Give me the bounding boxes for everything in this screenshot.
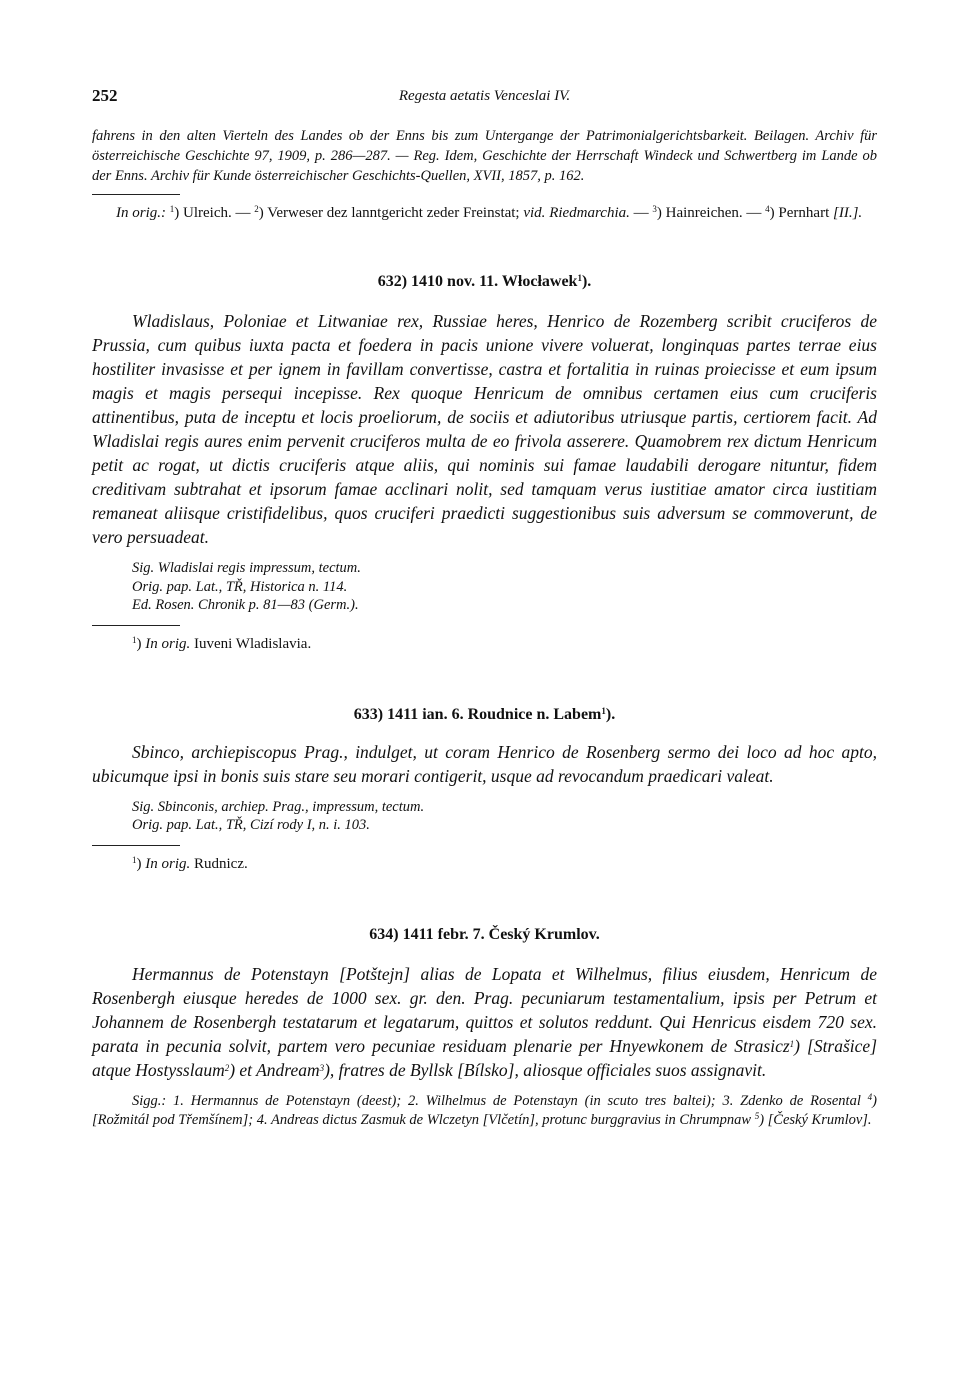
seals-note — [92, 1092, 877, 1130]
note-text: Hainreichen. — — [661, 205, 766, 221]
note-text: [II.]. — [833, 205, 863, 221]
document-heading: 634) 1411 febr. 7. Český Krumlov. — [369, 925, 600, 943]
note-number: 3 — [319, 1062, 325, 1073]
body-text: Hermannus de Potenstayn [Potštejn] alias de Lopata et Wilhelmus, filius eiusdem, Henricum de Rosenbergh eiusque heredes de 1000 sex. gr. den. Prag. pecuniarum testamentalium, ipsis per Petrum et Johannem de Rosenbergh testatarum et legatarum, quittos et solutos reddunt. Qui Henricus eisdem 720 sex. parata in pecunia solvit, partem vero pecuniae residuam plenarie per Hnyewkonem de Strasicz — [92, 963, 877, 1056]
note-number: 4 — [867, 1091, 873, 1102]
original-note: Orig. pap. Lat., TŘ, Cizí rody I, n. i. 103. — [132, 817, 370, 833]
heading-text: 633) 1411 ian. 6. Roudnice n. Labem — [353, 705, 602, 723]
note-number: 5 — [754, 1110, 760, 1121]
footnote-label: In orig. — [145, 635, 191, 652]
note-number: 1 — [132, 634, 137, 645]
body-text: ) [Strašice] atque Hostysslaum — [92, 1035, 878, 1080]
original-note: Orig. pap. Lat., TŘ, Historica n. 114. — [132, 578, 348, 595]
running-head — [92, 86, 877, 112]
note-number: 1 — [132, 854, 137, 865]
note-number: 1 — [601, 705, 606, 716]
seals-text: ) [Český Krumlov]. — [759, 1111, 872, 1128]
note-number: 1 — [789, 1038, 795, 1049]
footnote: $^1$) In orig. Iuveni Wladislavia. — [132, 634, 312, 652]
original-notes: In orig.: $^1$) Ulreich. — $^2$) Verweser dez lanntgericht zeder Freinstat; vid. Riedmarchia. — $^3$) Hainreichen. — $^4$) Pernhart [II.]. — [116, 204, 863, 221]
heading-text: 632) 1410 nov. 11. Włocławek — [377, 273, 578, 290]
note-number: 1 — [577, 273, 582, 283]
running-title: Regesta aetatis Venceslai IV. — [398, 88, 571, 104]
regest-body: Sbinco, archiepiscopus Prag., indulget, ut coram Henrico de Rosenberg sermo dei loco ad hoc apto, ubicumque ipsi in bonis suis stare seu morari contigerit, usque ad revocandum praedicari valeat. — [92, 741, 877, 786]
regest-body — [92, 962, 877, 1082]
seals-text: Sigg.: 1. Hermannus de Potenstayn (deest); 2. Wilhelmus de Potenstayn (in scuto tres baltei); 3. Zdenko de Rosental — [132, 1092, 868, 1109]
body-text: ) et Andream — [229, 1059, 320, 1080]
heading-text: ). — [605, 705, 616, 723]
seal-note: Sig. Sbinconis, archiep. Prag., impressum, tectum. — [132, 798, 425, 815]
seals-text: ) [Rožmitál pod Třemšínem]; 4. Andreas dictus Zasmuk de Wlczetyn [Vlčetín], protunc burggravius in Chrumpnaw — [92, 1092, 877, 1128]
body-text: ), fratres de Byllsk [Bílsko], aliosque officiales suos assignavit. — [324, 1059, 767, 1080]
footnote-text: Iuveni Wladislavia. — [190, 635, 312, 652]
note-number: 4 — [765, 204, 770, 214]
footnote-rule — [92, 625, 180, 626]
note-number: 3 — [652, 204, 657, 214]
footnote: $^1$) In orig. Rudnicz. — [132, 854, 248, 872]
note-text: Ulreich. — — [179, 205, 255, 221]
seal-note: Sig. Wladislai regis impressum, tectum. — [132, 560, 361, 576]
document-heading — [92, 706, 877, 724]
heading-text: ). — [581, 273, 592, 290]
note-number: 2 — [254, 204, 259, 214]
note-text: Riedmarchia. — [545, 205, 630, 221]
edition-note: Ed. Rosen. Chronik p. 81—83 (Germ.). — [132, 597, 359, 613]
regest-body: Wladislaus, Poloniae et Litwaniae rex, Russiae heres, Henrico de Rozemberg scribit cruciferos de Prussia, cum quibus iuxta pacta et foedera in pacis unione vivere voluerat, longinquas partes terrae eius hostiliter invasisse et per ignem in favillam convertisse, castra et fortalitia in ruinas proiecisse et eum ipsum magis et magis persequi incepisse. Rex quoque Henricum de omnibus certamen eius cum cruciferis attinentibus, puta de inceptu et locis proeliorum, de sociis et adiutoribus utriusque partis, certiorem facit. Ad Wladislai regis aures enim pervenit cruciferos multa de eo frivola asserere. Quamobrem rex dictum Henricum petit ac rogat, ut dictis cruciferis atque aliis, qui nominis sui famae laudabili derogare nituntur, fidem creditivam subtrahat et ipsorum famae acclinari nolit, sed tamquam verus iustitiae amator circa iustitiam remaneat aliisque cristifidelibus, quos cruciferi praedicti suggestionibus suis adversum se commoverunt, de vero persuadeat. — [92, 311, 877, 547]
note-text: Verweser dez lanntgericht zeder Freinstat; — [263, 205, 524, 221]
note-text: — — [629, 205, 653, 221]
footnote-rule — [92, 845, 180, 846]
page-number: 252 — [92, 86, 118, 105]
footnote-label: In orig. — [145, 855, 191, 872]
note-text: Pernhart — [774, 205, 833, 221]
orig-notes-label: In orig.: — [116, 205, 166, 221]
note-number: 2 — [224, 1062, 230, 1073]
note-text: vid. — [523, 205, 546, 221]
footnote-rule — [92, 194, 180, 195]
document-heading — [92, 273, 877, 291]
footnote-text: Rudnicz. — [190, 855, 248, 872]
carryover-bibliography: fahrens in den alten Vierteln des Landes ob der Enns bis zum Untergange der Patrimonialgerichtsbarkeit. Beilagen. Archiv für österreichische Geschichte 97, 1909, p. 286—287. — Reg. Idem, Geschichte der Herrschaft Windeck und Schwertberg im Lande ob der Enns. Archiv für Kunde österreichischer Geschichts-Quellen, XVII, 1857, p. 162. — [92, 128, 877, 184]
note-number: 1 — [169, 204, 175, 214]
